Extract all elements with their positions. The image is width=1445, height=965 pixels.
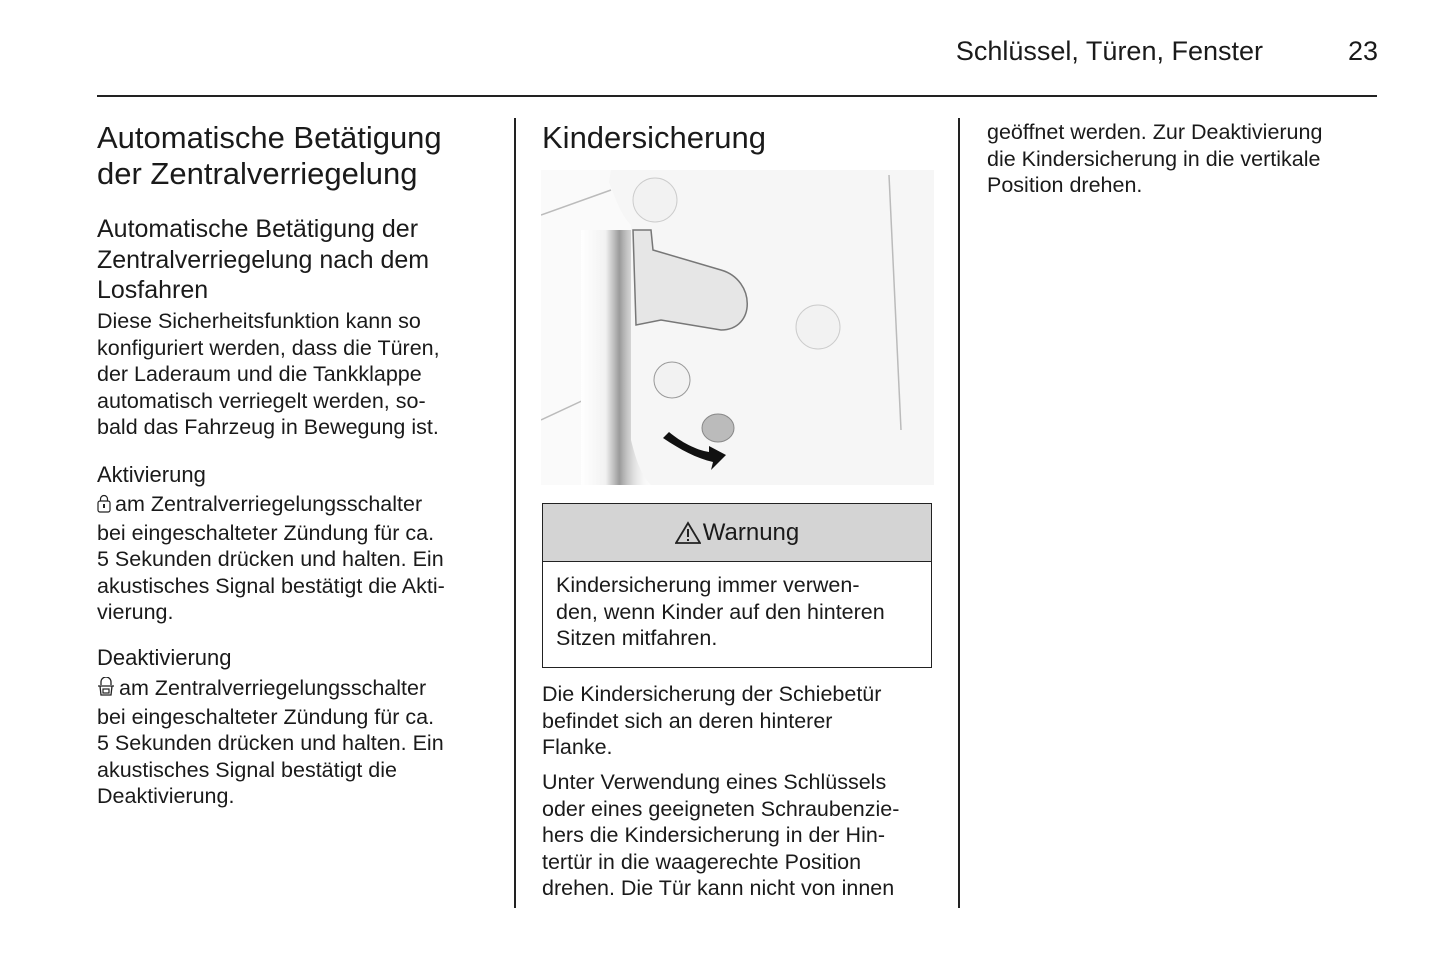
warning-header <box>543 504 931 562</box>
text-line: die Kindersicherung in die vertikale <box>987 146 1321 171</box>
text-line: automatisch verriegelt werden, so- <box>97 388 426 413</box>
lock-icon <box>97 493 111 520</box>
text-line: bald das Fahrzeug in Bewegung ist. <box>97 415 439 439</box>
warning-text-line: den, wenn Kinder auf den hinteren <box>556 599 885 624</box>
section-title <box>97 120 442 192</box>
text-line: Flanke. <box>542 735 613 759</box>
text-line: tertür in die waagerechte Position <box>542 849 862 874</box>
text-line: am Zentralverriegelungsschalter <box>115 492 423 516</box>
column-divider <box>958 118 960 908</box>
continued-paragraph <box>987 119 1322 199</box>
warning-text-line: Sitzen mitfahren. <box>556 626 718 650</box>
subtitle-line: Automatische Betätigung der <box>97 215 419 243</box>
activation-paragraph <box>97 491 445 626</box>
text-line: 5 Sekunden drücken und halten. Ein <box>97 547 444 571</box>
text-line: am Zentralverriegelungsschalter <box>119 676 427 700</box>
text-line: hers die Kindersicherung in der Hin- <box>542 823 885 847</box>
text-line: 5 Sekunden drücken und halten. Ein <box>97 731 444 755</box>
text-line: befindet sich an deren hinterer <box>542 708 833 733</box>
warning-text-line: Kindersicherung immer verwen- <box>556 573 860 597</box>
text-line: Position drehen. <box>987 173 1143 197</box>
subtitle-line: Zentralverriegelung nach dem <box>97 245 430 274</box>
warning-triangle-icon <box>675 521 701 545</box>
deactivation-paragraph <box>97 675 444 810</box>
warning-title: Warnung <box>702 518 800 546</box>
text-line: oder eines geeigneten Schraubenzie- <box>542 796 900 821</box>
activation-heading: Aktivierung <box>97 462 206 487</box>
title-line: Automatische Betätigung <box>97 120 442 155</box>
usage-paragraph <box>542 769 899 902</box>
running-header-title: Schlüssel, Türen, Fenster <box>955 36 1263 66</box>
child-lock-illustration <box>541 170 934 485</box>
text-line: akustisches Signal bestätigt die Akti- <box>97 573 445 598</box>
subtitle-line: Losfahren <box>97 276 209 304</box>
header-rule <box>97 95 1377 97</box>
deactivation-heading: Deaktivierung <box>97 645 232 670</box>
title-line: der Zentralverriegelung <box>97 156 418 191</box>
warning-box <box>542 503 932 668</box>
text-line: drehen. Die Tür kann nicht von innen <box>542 876 895 900</box>
location-paragraph <box>542 681 881 761</box>
text-line: vierung. <box>97 600 174 624</box>
text-line: konfiguriert werden, dass die Türen, <box>97 335 440 360</box>
text-line: Unter Verwendung eines Schlüssels <box>542 770 887 794</box>
column-divider <box>514 118 516 908</box>
intro-paragraph <box>97 308 440 441</box>
text-line: Deaktivierung. <box>97 784 235 808</box>
text-line: Diese Sicherheitsfunktion kann so <box>97 309 421 333</box>
text-line: akustisches Signal bestätigt die <box>97 757 397 782</box>
page-number: 23 <box>1347 36 1378 66</box>
child-lock-title: Kindersicherung <box>542 120 767 155</box>
text-line: geöffnet werden. Zur Deaktivierung <box>987 120 1323 144</box>
text-line: der Laderaum und die Tankklappe <box>97 362 422 386</box>
text-line: bei eingeschalteter Zündung für ca. <box>97 520 435 545</box>
text-line: Die Kindersicherung der Schiebetür <box>542 682 882 706</box>
car-unlock-icon <box>97 677 115 704</box>
text-line: bei eingeschalteter Zündung für ca. <box>97 704 435 729</box>
subsection-title <box>97 214 429 306</box>
